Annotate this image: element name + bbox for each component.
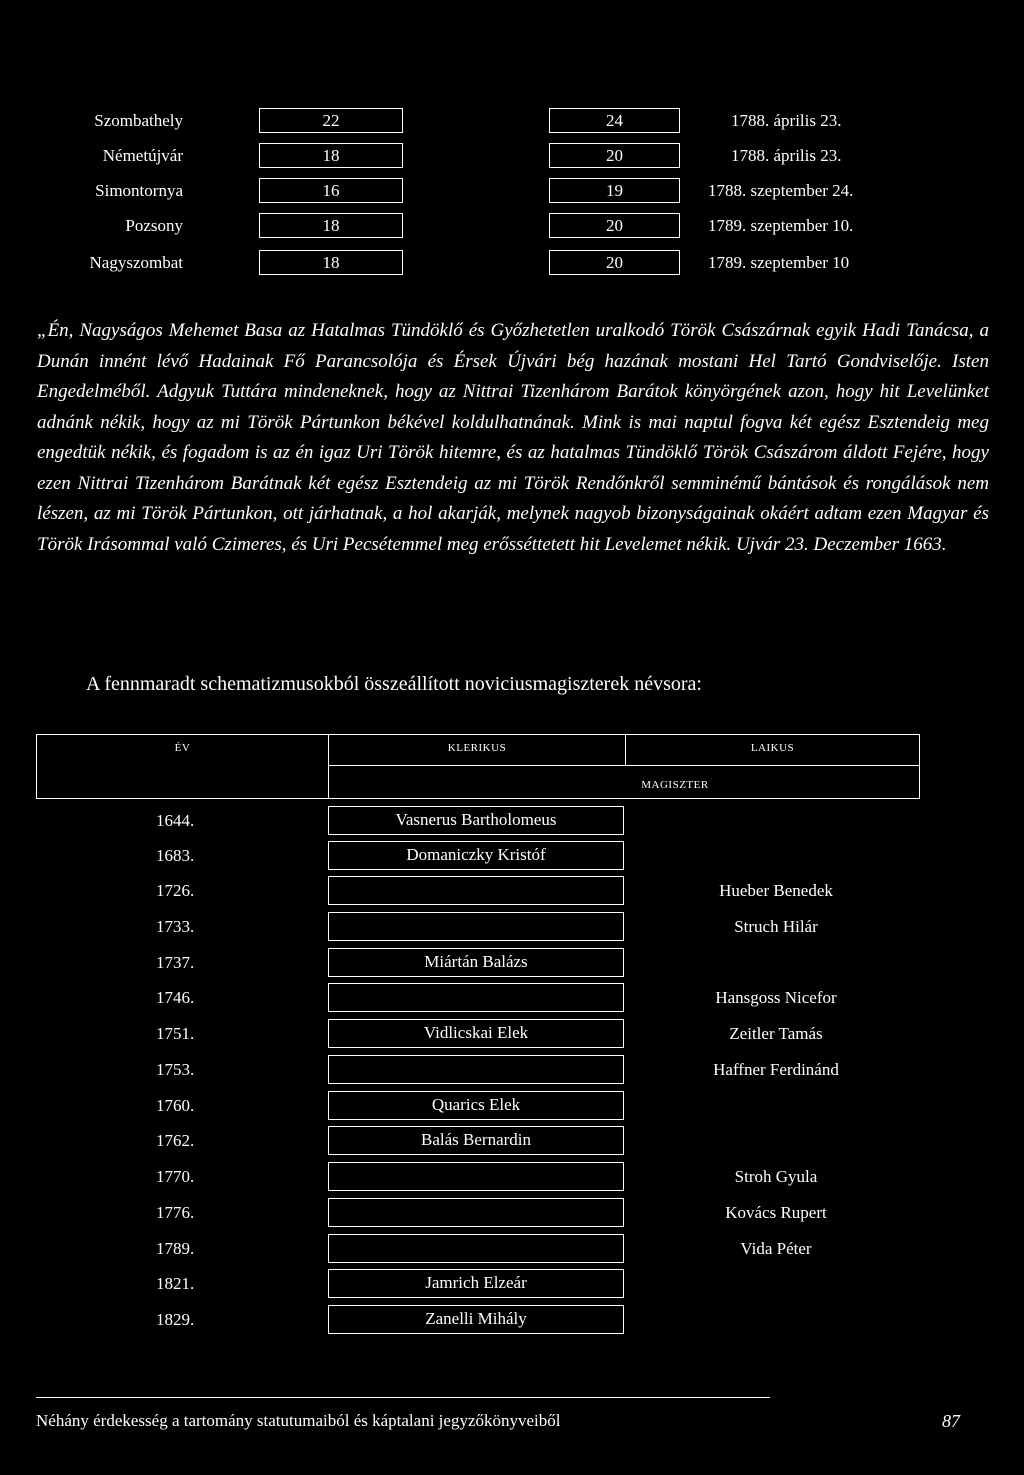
count-box: 24	[549, 108, 680, 133]
clerical-name-box	[328, 1198, 624, 1227]
row-year: 1683.	[156, 846, 195, 865]
place-name: Pozsony	[125, 216, 183, 235]
row-year: 1789.	[156, 1239, 195, 1258]
count-box: 20	[549, 213, 680, 238]
clerical-name-box: Balás Bernardin	[328, 1126, 624, 1155]
date-text: 1788. április 23.	[731, 111, 842, 130]
row-year: 1762.	[156, 1131, 195, 1150]
section-heading: A fennmaradt schematizmusokból összeállított noviciusmagiszterek névsora:	[86, 673, 702, 695]
clerical-name-box: Vasnerus Bartholomeus	[328, 806, 624, 835]
count-box: 18	[259, 143, 403, 168]
row-year: 1821.	[156, 1274, 195, 1293]
master-header: MAGISZTER	[641, 779, 709, 791]
lay-name: Hueber Benedek	[719, 881, 833, 900]
clerical-name-box: Jamrich Elzeár	[328, 1269, 624, 1298]
clerical-name-box: Domaniczky Kristóf	[328, 841, 624, 870]
lay-name: Vida Péter	[740, 1239, 812, 1258]
count-box: 18	[259, 213, 403, 238]
year-header: ÉV	[174, 742, 191, 754]
row-year: 1746.	[156, 988, 195, 1007]
lay-header: LAIKUS	[750, 742, 795, 754]
count-box: 16	[259, 178, 403, 203]
clerical-name-box: Zanelli Mihály	[328, 1305, 624, 1334]
date-text: 1789. szeptember 10.	[708, 216, 854, 235]
lay-name: Zeitler Tamás	[729, 1024, 823, 1043]
lay-name: Haffner Ferdinánd	[713, 1060, 839, 1079]
row-year: 1776.	[156, 1203, 195, 1222]
clerical-name-box	[328, 1055, 624, 1084]
lay-name: Struch Hilár	[734, 917, 818, 936]
clerical-name-box	[328, 876, 624, 905]
clerical-name-box: Miártán Balázs	[328, 948, 624, 977]
count-box: 20	[549, 250, 680, 275]
clerical-name-box: Vidlicskai Elek	[328, 1019, 624, 1048]
row-year: 1644.	[156, 811, 195, 830]
place-name: Nagyszombat	[89, 253, 183, 272]
place-name: Szombathely	[94, 111, 183, 130]
row-year: 1829.	[156, 1310, 195, 1329]
row-year: 1737.	[156, 953, 195, 972]
date-text: 1788. szeptember 24.	[708, 181, 854, 200]
lay-name: Hansgoss Nicefor	[715, 988, 837, 1007]
clerical-name-box	[328, 1234, 624, 1263]
count-box: 20	[549, 143, 680, 168]
lay-name: Kovács Rupert	[725, 1203, 827, 1222]
count-box: 19	[549, 178, 680, 203]
letter-paragraph: „Én, Nagyságos Mehemet Basa az Hatalmas Tündöklő és Győzhetetlen uralkodó Török Császárnak egyik Hadi Tanácsa, a Dunán innént lévő Hadainak Fő Parancsolója és Érsek Újvári bég hazának mostani Hel Tartó Gondviselője. Isten Engedelméből. Adgyuk Tuttára mindeneknek, hogy az Nittrai Tizenhárom Barátok könyörgének azon, hogy hit Levelünket adnánk nékik, hogy az mi Török Pártunkon békével koldulhatnának. Mink is mai naptul fogva két egész Esztendeig meg engedtük nékik, és fogadom is az én igaz Uri Török hitemre, és az hatalmas Tündöklő Török Császárom áldott Fejére, hogy ezen Nittrai Tizenhárom Barátnak két egész Esztendeig az mi Török Rendőnkről semminémű bántások és rongálások nem lészen, az mi Török Pártunkon, ott járhatnak, a hol akarják, melynek nagyob bizonyságainak okáért adtam ezen Magyar és Török Irásommal való Czimeres, és Uri Pecsétemmel meg erősséttetett hit Levelemet nékik. Ujvár 23. Deczember 1663.	[37, 320, 989, 555]
lay-name: Stroh Gyula	[734, 1167, 818, 1186]
row-year: 1726.	[156, 881, 195, 900]
running-footer: Néhány érdekesség a tartomány statutumaiból és káptalani jegyzőkönyveiből	[36, 1411, 561, 1430]
footer-rule	[36, 1397, 770, 1398]
place-name: Németújvár	[102, 146, 183, 165]
row-year: 1753.	[156, 1060, 195, 1079]
row-year: 1751.	[156, 1024, 195, 1043]
clerical-name-box	[328, 1162, 624, 1191]
clerical-header: KLERIKUS	[447, 742, 507, 754]
date-text: 1789. szeptember 10	[708, 253, 850, 272]
date-text: 1788. április 23.	[731, 146, 842, 165]
count-box: 22	[259, 108, 403, 133]
page-number: 87	[942, 1411, 960, 1431]
row-year: 1733.	[156, 917, 195, 936]
count-box: 18	[259, 250, 403, 275]
place-name: Simontornya	[95, 181, 183, 200]
clerical-name-box	[328, 912, 624, 941]
clerical-name-box	[328, 983, 624, 1012]
row-year: 1770.	[156, 1167, 195, 1186]
row-year: 1760.	[156, 1096, 195, 1115]
clerical-name-box: Quarics Elek	[328, 1091, 624, 1120]
